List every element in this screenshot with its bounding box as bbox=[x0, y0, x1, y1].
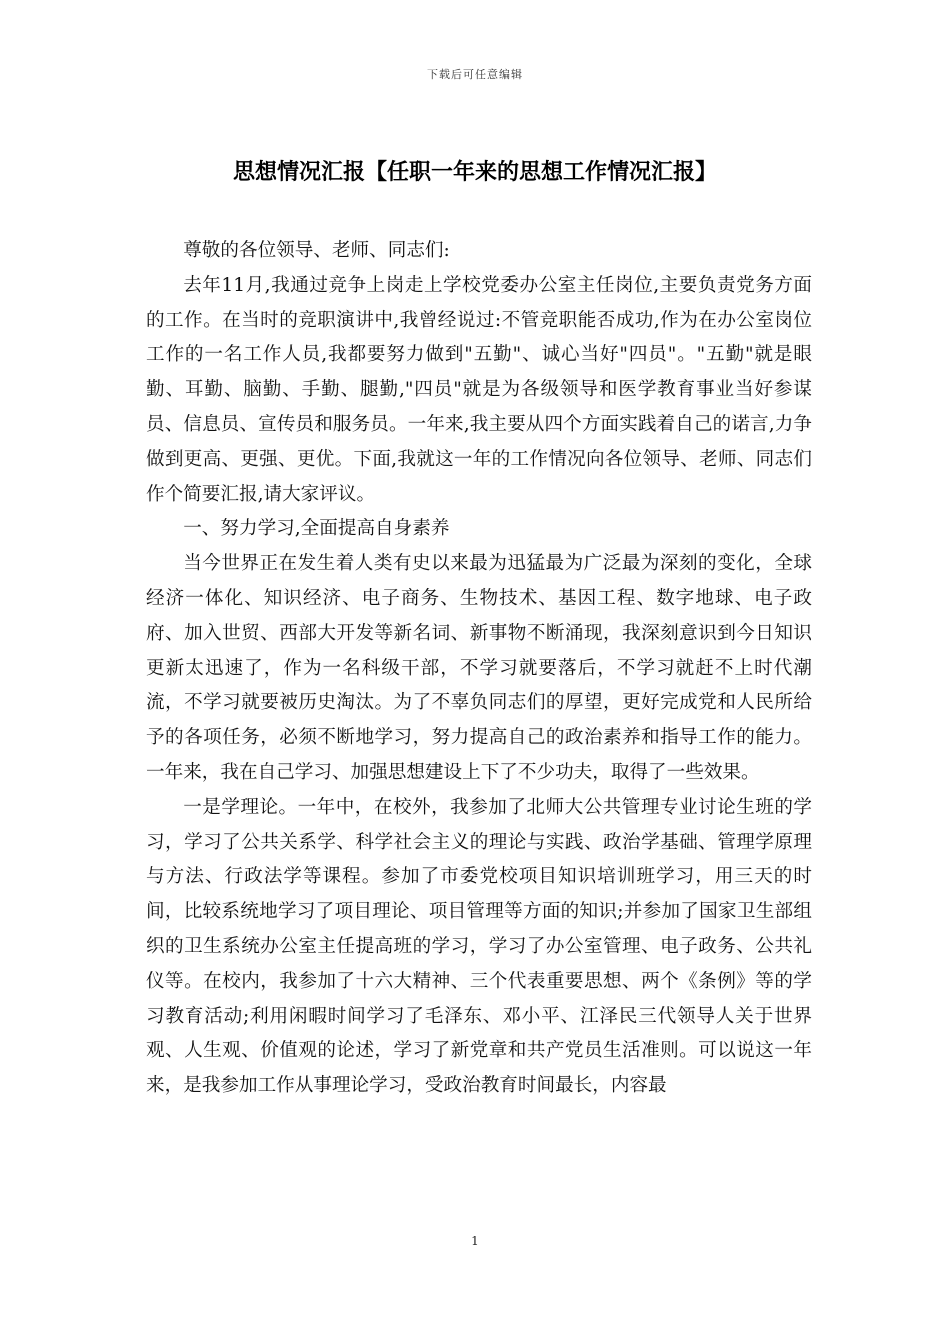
salutation-paragraph: 尊敬的各位领导、老师、同志们: bbox=[183, 240, 450, 261]
body-paragraph: 一是学理论。一年中，在校外，我参加了北师大公共管理专业讨论生班的学习，学习了公共关系学、科学社会主义的理论与实践、政治学基础、管理学原理与方法、行政法学等课程。参加了市委党校项目知识培训班学习，用三天的时间，比较系统地学习了项目理论、项目管理等方面的知识;并参加了国家卫生部组织的卫生系统办公室主任提高班的学习，学习了办公室管理、电子政务、公共礼仪等。在校内，我参加了十六大精神、三个代表重要思想、两个《条例》等的学习教育活动;利用闲暇时间学习了毛泽东、邓小平、江泽民三代领导人关于世界观、人生观、价值观的论述，学习了新党章和共产党员生活准则。可以说这一年来，是我参加工作从事理论学习，受政治教育时间最长，内容最 bbox=[146, 796, 812, 1097]
page-number: 1 bbox=[471, 1234, 479, 1248]
body-paragraph: 当今世界正在发生着人类有史以来最为迅猛最为广泛最为深刻的变化，全球经济一体化、知识经济、电子商务、生物技术、基因工程、数字地球、电子政府、加入世贸、西部大开发等新名词、新事物不断涌现，我深刻意识到今日知识更新太迅速了，作为一名科级干部，不学习就要落后，不学习就赶不上时代潮流，不学习就要被历史淘汰。为了不辜负同志们的厚望，更好完成党和人民所给予的各项任务，必须不断地学习，努力提高自己的政治素养和指导工作的能力。一年来，我在自己学习、加强思想建设上下了不少功夫，取得了一些效果。 bbox=[146, 553, 812, 783]
page-header-note: 下载后可任意编辑 bbox=[427, 68, 523, 81]
document-title: 思想情况汇报【任职一年来的思想工作情况汇报】 bbox=[232, 160, 717, 185]
document-body bbox=[146, 234, 812, 1104]
section-heading: 一、努力学习,全面提高自身素养 bbox=[183, 518, 450, 540]
intro-paragraph: 去年11月,我通过竞争上岗走上学校党委办公室主任岗位,主要负责党务方面的工作。在当时的竞职演讲中,我曾经说过:不管竞职能否成功,作为在办公室岗位工作的一名工作人员,我都要努力做到"五勤"、诚心当好"四员"。"五勤"就是眼勤、耳勤、脑勤、手勤、腿勤,"四员"就是为各级领导和医学教育事业当好参谋员、信息员、宣传员和服务员。一年来,我主要从四个方面实践着自己的诺言,力争做到更高、更强、更优。下面,我就这一年的工作情况向各位领导、老师、同志们作个简要汇报,请大家评议。 bbox=[146, 274, 812, 505]
